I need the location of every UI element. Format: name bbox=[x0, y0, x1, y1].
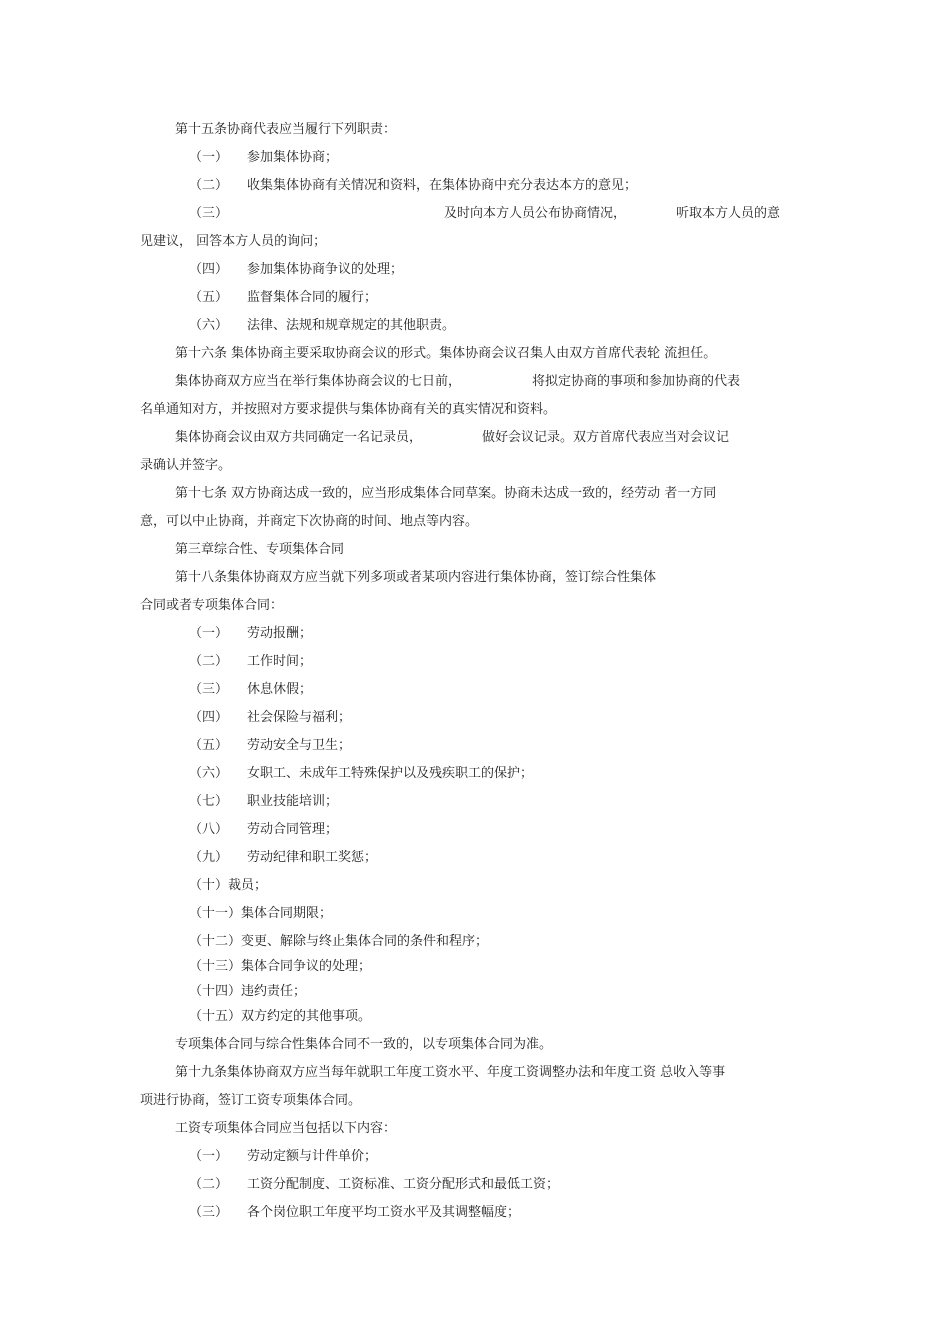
article-16-paragraph-2b: 将拟定协商的事项和参加协商的代表 bbox=[532, 374, 741, 389]
article-16-paragraph: 第十六条 集体协商主要采取协商会议的形式。集体协商会议召集人由双方首席代表轮 流担任。 bbox=[175, 346, 717, 361]
list-item-number: （二） bbox=[189, 1177, 229, 1192]
list-item-text: 收集集体协商有关情况和资料，在集体协商中充分表达本方的意见； bbox=[247, 178, 638, 193]
list-item bbox=[189, 681, 312, 699]
list-item-text: 工资分配制度、工资标准、工资分配形式和最低工资； bbox=[247, 1177, 560, 1192]
article-16-paragraph-2-continuation: 名单通知对方，并按照对方要求提供与集体协商有关的真实情况和资料。 bbox=[140, 402, 557, 417]
list-item: （十）裁员； bbox=[189, 878, 268, 893]
list-item-text: 劳动定额与计件单价； bbox=[247, 1149, 378, 1164]
list-item: （十三）集体合同争议的处理； bbox=[189, 959, 372, 974]
list-item bbox=[189, 737, 351, 755]
list-item-number: （四） bbox=[189, 710, 229, 725]
list-item-text: 社会保险与福利； bbox=[247, 710, 352, 725]
article-17-paragraph: 第十七条 双方协商达成一致的，应当形成集体合同草案。协商未达成一致的，经劳动 者一方同 bbox=[175, 486, 717, 501]
list-item-text: 各个岗位职工年度平均工资水平及其调整幅度； bbox=[247, 1205, 521, 1220]
article-19-paragraph-2: 工资专项集体合同应当包括以下内容： bbox=[175, 1121, 397, 1136]
list-item-text: 劳动纪律和职工奖惩； bbox=[247, 850, 378, 865]
list-item-number: （九） bbox=[189, 850, 229, 865]
list-item-continuation: 见建议， 回答本方人员的询问； bbox=[140, 234, 327, 249]
article-16-paragraph-3b: 做好会议记录。双方首席代表应当对会议记 bbox=[482, 430, 730, 445]
list-item-text: 工作时间； bbox=[247, 654, 313, 669]
list-item-text: 劳动合同管理； bbox=[247, 822, 339, 837]
list-item bbox=[189, 261, 403, 279]
article-16-paragraph-3-continuation: 录确认并签字。 bbox=[140, 458, 232, 473]
list-item-number: （二） bbox=[189, 178, 229, 193]
list-item-number: （二） bbox=[189, 654, 229, 669]
list-item: （十五）双方约定的其他事项。 bbox=[189, 1009, 372, 1024]
list-item: （十一）集体合同期限； bbox=[189, 906, 333, 921]
list-item-text: 劳动报酬； bbox=[247, 626, 313, 641]
list-item-text: 女职工、未成年工特殊保护以及残疾职工的保护； bbox=[247, 766, 534, 781]
list-item bbox=[189, 1148, 377, 1166]
list-item-text: 法律、法规和规章规定的其他职责。 bbox=[247, 318, 456, 333]
list-item-text: 及时向本方人员公布协商情况， bbox=[444, 206, 627, 221]
list-item: （十四）违约责任； bbox=[189, 984, 307, 999]
list-item-number: （四） bbox=[189, 262, 229, 277]
list-item-number: （六） bbox=[189, 766, 229, 781]
list-item-text: 劳动安全与卫生； bbox=[247, 738, 352, 753]
list-item-number: （一） bbox=[189, 1149, 229, 1164]
list-item bbox=[189, 821, 338, 839]
list-item bbox=[189, 849, 377, 867]
list-item-number: （一） bbox=[189, 150, 229, 165]
article-16-paragraph-3a: 集体协商会议由双方共同确定一名记录员， bbox=[175, 430, 423, 445]
article-18-paragraph: 第十八条集体协商双方应当就下列多项或者某项内容进行集体协商，签订综合性集体 bbox=[175, 570, 657, 585]
article-18-note: 专项集体合同与综合性集体合同不一致的，以专项集体合同为准。 bbox=[175, 1037, 553, 1052]
article-18-paragraph-continuation: 合同或者专项集体合同： bbox=[140, 598, 284, 613]
article-19-paragraph: 第十九条集体协商双方应当每年就职工年度工资水平、年度工资调整办法和年度工资 总收入等事 bbox=[175, 1065, 726, 1080]
list-item: （十二）变更、解除与终止集体合同的条件和程序； bbox=[189, 934, 489, 949]
list-item bbox=[189, 317, 455, 335]
article-19-paragraph-continuation: 项进行协商，签订工资专项集体合同。 bbox=[140, 1093, 362, 1108]
list-item-number: （五） bbox=[189, 290, 229, 305]
article-15-heading: 第十五条协商代表应当履行下列职责： bbox=[175, 122, 397, 137]
list-item-text: 休息休假； bbox=[247, 682, 313, 697]
list-item-number: （七） bbox=[189, 794, 229, 809]
article-17-paragraph-continuation: 意，可以中止协商，并商定下次协商的时间、地点等内容。 bbox=[140, 514, 479, 529]
list-item bbox=[189, 149, 338, 167]
list-item bbox=[189, 1176, 559, 1194]
list-item bbox=[189, 625, 312, 643]
list-item-number: （五） bbox=[189, 738, 229, 753]
list-item-number: （三） bbox=[189, 682, 229, 697]
list-item bbox=[189, 653, 312, 671]
list-item-text: 参加集体协商争议的处理； bbox=[247, 262, 404, 277]
list-item bbox=[189, 793, 338, 811]
list-item-text: 参加集体协商； bbox=[247, 150, 339, 165]
list-item-text: 职业技能培训； bbox=[247, 794, 339, 809]
list-item-number: （三） bbox=[189, 1205, 229, 1220]
list-item bbox=[189, 1204, 520, 1222]
list-item-text: 听取本方人员的意 bbox=[676, 206, 781, 221]
article-16-paragraph-2a: 集体协商双方应当在举行集体协商会议的七日前， bbox=[175, 374, 462, 389]
list-item bbox=[189, 709, 351, 727]
list-item-number: （三） bbox=[189, 206, 229, 221]
list-item bbox=[189, 289, 377, 307]
chapter-title: 第三章综合性、专项集体合同 bbox=[175, 542, 345, 557]
list-item-text: 监督集体合同的履行； bbox=[247, 290, 378, 305]
list-item-number: （六） bbox=[189, 318, 229, 333]
list-item bbox=[189, 177, 637, 195]
list-item-number: （八） bbox=[189, 822, 229, 837]
list-item-number: （一） bbox=[189, 626, 229, 641]
list-item bbox=[189, 765, 533, 783]
